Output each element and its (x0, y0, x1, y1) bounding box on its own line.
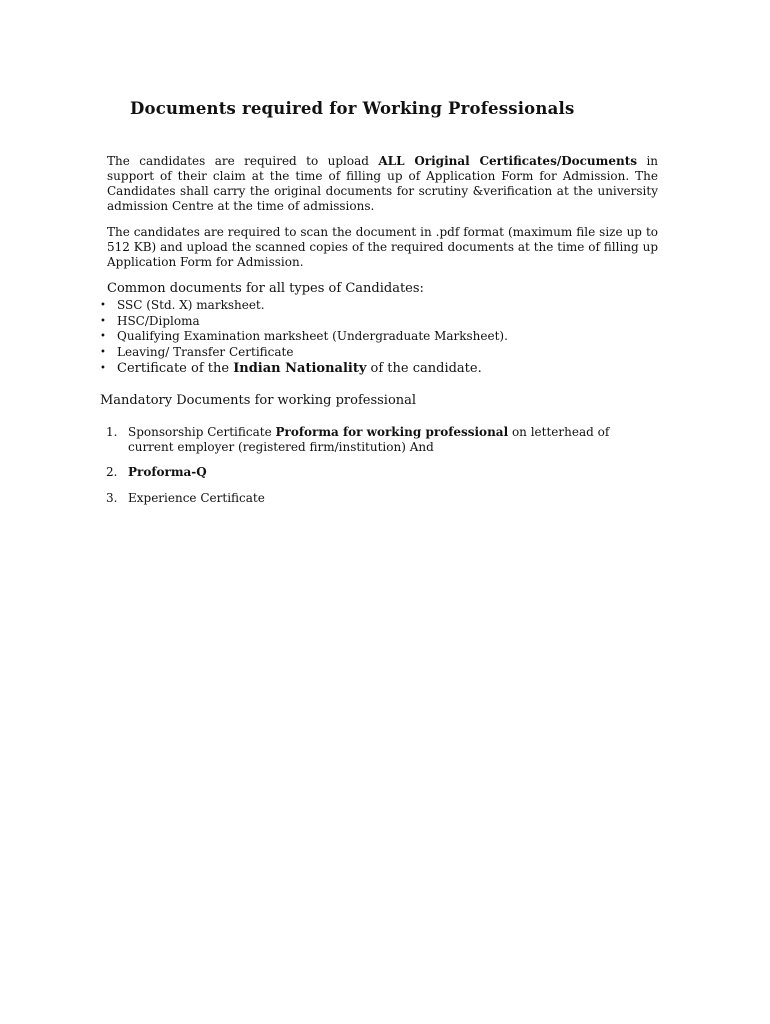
list-item-label: Leaving/ Transfer Certificate (117, 344, 294, 359)
mandatory-documents-heading: Mandatory Documents for working professional (100, 393, 417, 408)
mandatory-item-bold-text: Proforma for working professional (275, 425, 509, 439)
upload-instructions-paragraph (107, 154, 658, 214)
bullet-icon: • (100, 331, 106, 342)
mandatory-item-text-start: Sponsorship Certificate (128, 425, 276, 439)
list-item (106, 491, 648, 506)
nationality-text-end: of the candidate. (366, 361, 482, 376)
list-item (100, 298, 508, 314)
bullet-icon: • (100, 315, 106, 327)
bullet-icon: • (100, 300, 106, 311)
list-item (100, 345, 508, 361)
list-item-number: 2. (106, 465, 118, 479)
common-documents-list (100, 298, 508, 377)
common-documents-heading: Common documents for all types of Candidates: (107, 281, 424, 296)
para1-bold-text: ALL Original Certificates/Documents (378, 154, 638, 168)
list-item-number: 1. (106, 425, 118, 439)
mandatory-documents-list (106, 425, 648, 506)
list-item (106, 465, 648, 480)
bullet-icon: • (100, 346, 106, 358)
para1-text-start: The candidates are required to upload (107, 154, 379, 168)
mandatory-item-text-end: on letterhead of current employer (registered firm/institution) And (128, 425, 610, 454)
mandatory-item-bold-text: Proforma-Q (128, 465, 207, 479)
list-item-label: HSC/Diploma (117, 313, 200, 328)
list-item-number: 3. (106, 491, 118, 505)
list-item-label: Qualifying Examination marksheet (Undergraduate Marksheet). (117, 329, 508, 343)
nationality-bold-text: Indian Nationality (233, 361, 367, 376)
list-item (100, 329, 508, 345)
list-item (100, 360, 508, 377)
list-item (106, 425, 648, 455)
list-item (100, 314, 508, 330)
mandatory-item-text: Experience Certificate (128, 491, 265, 505)
bullet-icon: • (100, 363, 106, 374)
nationality-text-start: Certificate of the (117, 361, 234, 376)
list-item-label: SSC (Std. X) marksheet. (117, 298, 265, 312)
para1-text-end: in support of their claim at the time of filling up of Application Form for Admission. The Candidates shall carry the original documents for scrutiny &verification at the university admission Centre at the time of admissions. (107, 154, 659, 213)
scan-instructions-paragraph: The candidates are required to scan the document in .pdf format (maximum file size up to 512 KB) and upload the scanned copies of the required documents at the time of filling up Application Form for Admission. (107, 225, 658, 269)
page-title: Documents required for Working Professionals (130, 99, 575, 118)
